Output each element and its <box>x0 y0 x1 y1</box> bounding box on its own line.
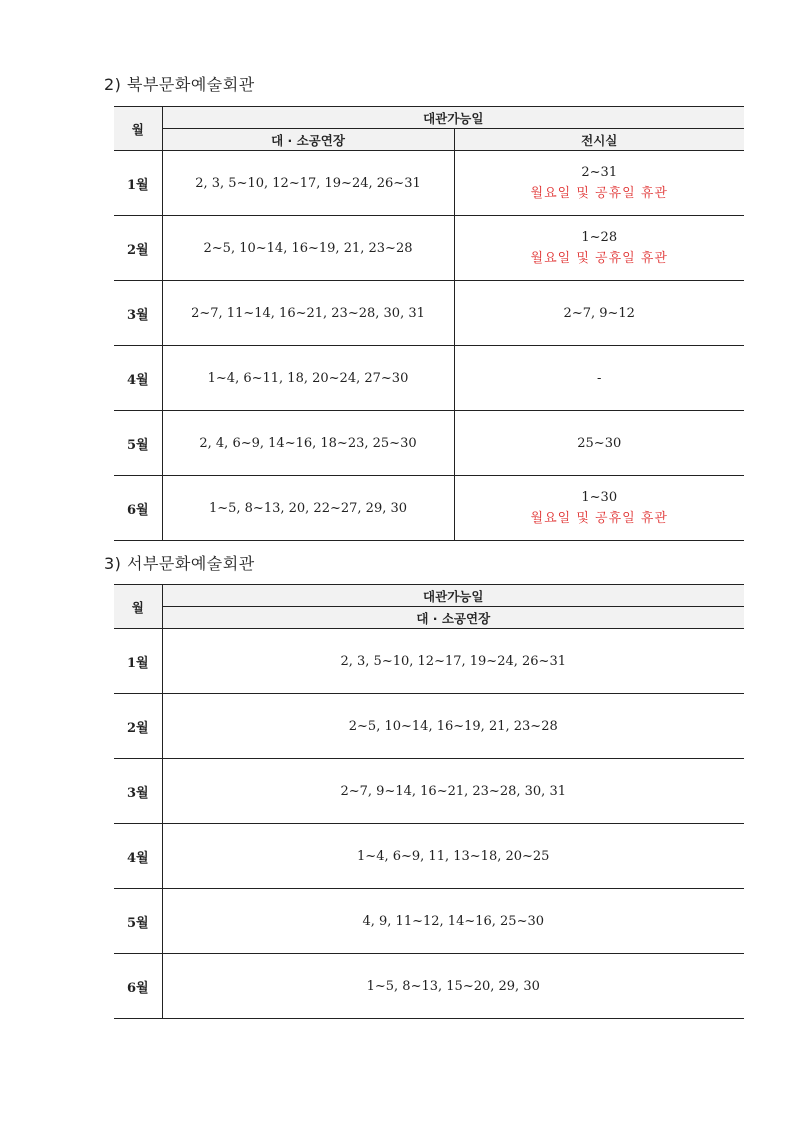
table-row <box>114 281 744 346</box>
west-section-title: 3) 서부문화예술회관 <box>104 554 255 573</box>
month-cell: 4월 <box>114 824 162 889</box>
hall-dates-cell: 2~5, 10~14, 16~19, 21, 23~28 <box>162 694 744 759</box>
month-cell: 1월 <box>114 151 162 216</box>
table-row <box>114 476 744 541</box>
table-row <box>114 694 744 759</box>
hall-dates-cell: 1~4, 6~9, 11, 13~18, 20~25 <box>162 824 744 889</box>
hall-header: 대 · 소공연장 <box>162 129 454 151</box>
closed-notice: 월요일 및 공휴일 휴관 <box>530 251 668 266</box>
table-row <box>114 824 744 889</box>
table-row <box>114 629 744 694</box>
table-row <box>114 759 744 824</box>
hall-dates-cell: 2, 4, 6~9, 14~16, 18~23, 25~30 <box>162 411 454 476</box>
hall-dates-cell: 4, 9, 11~12, 14~16, 25~30 <box>162 889 744 954</box>
available-dates-header: 대관가능일 <box>162 585 744 607</box>
hall-dates-cell: 1~5, 8~13, 20, 22~27, 29, 30 <box>162 476 454 541</box>
table-row <box>114 216 744 281</box>
month-cell: 6월 <box>114 476 162 541</box>
hall-dates-cell: 1~4, 6~11, 18, 20~24, 27~30 <box>162 346 454 411</box>
table-row <box>114 889 744 954</box>
month-cell: 3월 <box>114 759 162 824</box>
gallery-dates: 1~30 <box>581 490 618 505</box>
gallery-dates: 25~30 <box>577 435 622 451</box>
available-dates-header: 대관가능일 <box>162 107 744 129</box>
gallery-dates: - <box>597 370 602 386</box>
west-rows <box>114 629 744 1019</box>
month-cell: 2월 <box>114 694 162 759</box>
gallery-dates-cell <box>454 216 744 281</box>
gallery-dates-cell <box>454 151 744 216</box>
month-header: 월 <box>114 107 162 151</box>
table-row <box>114 411 744 476</box>
month-cell: 6월 <box>114 954 162 1019</box>
hall-header: 대 · 소공연장 <box>162 607 744 629</box>
gallery-header: 전시실 <box>454 129 744 151</box>
table-row <box>114 346 744 411</box>
north-rows <box>114 151 744 541</box>
table-row <box>114 954 744 1019</box>
west-schedule-table <box>114 584 744 1019</box>
gallery-dates-cell <box>454 411 744 476</box>
table-row <box>114 151 744 216</box>
month-cell: 2월 <box>114 216 162 281</box>
gallery-dates: 2~31 <box>581 165 618 180</box>
hall-dates-cell: 1~5, 8~13, 15~20, 29, 30 <box>162 954 744 1019</box>
month-cell: 1월 <box>114 629 162 694</box>
hall-dates-cell: 2~7, 9~14, 16~21, 23~28, 30, 31 <box>162 759 744 824</box>
hall-dates-cell: 2, 3, 5~10, 12~17, 19~24, 26~31 <box>162 151 454 216</box>
month-cell: 5월 <box>114 889 162 954</box>
month-cell: 3월 <box>114 281 162 346</box>
hall-dates-cell: 2~7, 11~14, 16~21, 23~28, 30, 31 <box>162 281 454 346</box>
month-cell: 5월 <box>114 411 162 476</box>
closed-notice: 월요일 및 공휴일 휴관 <box>530 511 668 526</box>
hall-dates-cell: 2, 3, 5~10, 12~17, 19~24, 26~31 <box>162 629 744 694</box>
hall-dates-cell: 2~5, 10~14, 16~19, 21, 23~28 <box>162 216 454 281</box>
north-section-title: 2) 북부문화예술회관 <box>104 75 255 94</box>
gallery-dates: 1~28 <box>581 230 618 245</box>
north-schedule-table <box>114 106 744 541</box>
month-header: 월 <box>114 585 162 629</box>
month-cell: 4월 <box>114 346 162 411</box>
gallery-dates: 2~7, 9~12 <box>563 305 635 321</box>
gallery-dates-cell <box>454 476 744 541</box>
gallery-dates-cell <box>454 346 744 411</box>
closed-notice: 월요일 및 공휴일 휴관 <box>530 186 668 201</box>
gallery-dates-cell <box>454 281 744 346</box>
